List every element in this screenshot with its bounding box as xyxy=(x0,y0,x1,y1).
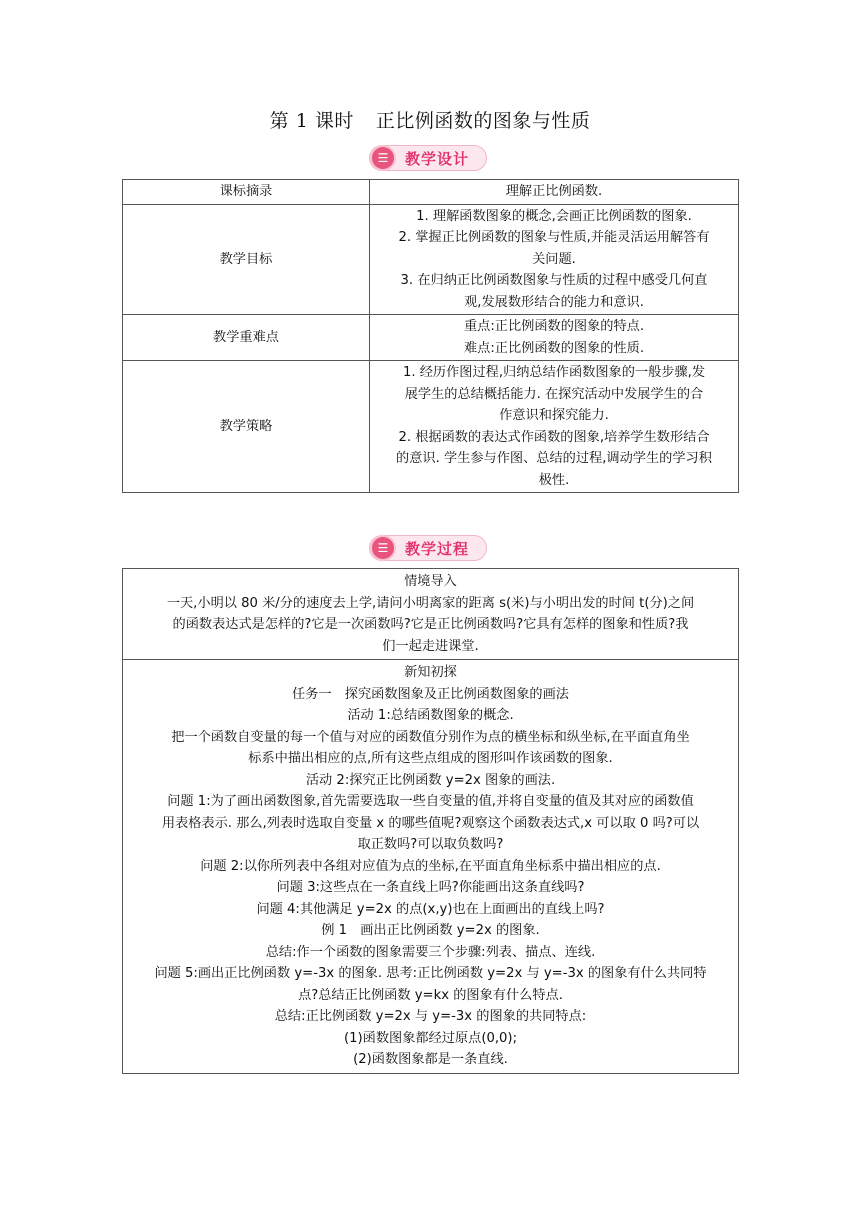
line: (2)函数图象都是一条直线. xyxy=(353,1052,508,1067)
line: 2. 掌握正比例函数的图象与性质,并能灵活运用解答有 xyxy=(398,230,710,245)
line: 展学生的总结概括能力. 在探究活动中发展学生的合 xyxy=(404,386,704,402)
line: (1)函数图象都经过原点(0,0); xyxy=(343,1030,518,1046)
line: 取正数吗?可以取负数吗? xyxy=(357,837,504,852)
line: 理解正比例函数. xyxy=(505,184,603,199)
lesson-topic: 正比例函数的图象与性质 xyxy=(375,110,591,132)
row-value xyxy=(370,180,739,205)
line: 问题 5:画出正比例函数 y=-3x 的图象. 思考:正比例函数 y=2x 与 y=-3x 的图象有什么共同特 xyxy=(154,966,707,981)
line: 用表格表示. 那么,列表时选取自变量 x 的哪些值呢?观察这个函数表达式,x 可以取 0 吗?可以 xyxy=(161,815,700,831)
book-icon: ☰ xyxy=(372,147,394,169)
line: 标系中描出相应的点,所有这些点组成的图形叫作该函数的图象. xyxy=(248,751,613,766)
lesson-title xyxy=(0,106,860,133)
line: 的函数表达式是怎样的?它是一次函数吗?它是正比例函数吗?它具有怎样的图象和性质?我 xyxy=(172,617,689,632)
line: 问题 3:这些点在一条直线上吗?你能画出这条直线吗? xyxy=(276,880,585,895)
table-row xyxy=(123,180,739,205)
row-key: 教学策略 xyxy=(123,361,370,493)
line: 2. 根据函数的表达式作函数的图象,培养学生数形结合 xyxy=(398,429,710,445)
line: 们一起走进课堂. xyxy=(382,638,479,654)
section-heading: 情境导入 xyxy=(404,574,457,589)
line: 难点:正比例函数的图象的性质. xyxy=(463,340,645,356)
line: 活动 1:总结函数图象的概念. xyxy=(347,708,514,723)
row-key: 课标摘录 xyxy=(123,180,370,205)
line: 任务一 探究函数图象及正比例函数图象的画法 xyxy=(292,686,569,702)
line: 总结:作一个函数的图象需要三个步骤:列表、描点、连线. xyxy=(265,944,596,960)
table-row xyxy=(123,315,739,361)
row-value xyxy=(370,204,739,315)
lesson-number: 第 1 课时 xyxy=(269,110,354,132)
line: 的意识. 学生参与作图、总结的过程,调动学生的学习积 xyxy=(396,451,712,466)
line: 关问题. xyxy=(532,251,576,267)
teaching-design-table xyxy=(122,179,739,493)
line: 活动 2:探究正比例函数 y=2x 图象的画法. xyxy=(305,772,556,788)
line: 观,发展数形结合的能力和意识. xyxy=(464,294,644,310)
explore-cell xyxy=(123,660,739,1074)
row-key: 教学重难点 xyxy=(123,315,370,361)
section-heading: 新知初探 xyxy=(404,665,457,680)
table-row xyxy=(123,361,739,493)
line: 一天,小明以 80 米/分的速度去上学,请问小明离家的距离 s(米)与小明出发的时间 t(分)之间 xyxy=(166,595,695,611)
line: 3. 在归纳正比例函数图象与性质的过程中感受几何直 xyxy=(400,273,708,288)
line: 作意识和探究能力. xyxy=(499,408,609,423)
banner-label: 教学设计 xyxy=(404,149,469,168)
table-row xyxy=(123,569,739,660)
book-icon: ☰ xyxy=(372,537,394,559)
line: 1. 经历作图过程,归纳总结作函数图象的一般步骤,发 xyxy=(402,365,706,380)
line: 点?总结正比例函数 y=kx 的图象有什么特点. xyxy=(298,987,563,1003)
line: 问题 4:其他满足 y=2x 的点(x,y)也在上面画出的直线上吗? xyxy=(256,901,605,917)
line: 问题 1:为了画出函数图象,首先需要选取一些自变量的值,并将自变量的值及其对应的函数值 xyxy=(167,794,694,809)
table-row xyxy=(123,204,739,315)
line: 重点:正比例函数的图象的特点. xyxy=(463,319,645,334)
row-value xyxy=(370,315,739,361)
teaching-process-table xyxy=(122,568,739,1074)
line: 问题 2:以你所列表中各组对应值为点的坐标,在平面直角坐标系中描出相应的点. xyxy=(200,858,661,874)
teaching-design-banner xyxy=(369,145,487,171)
intro-cell xyxy=(123,569,739,660)
table-row xyxy=(123,660,739,1074)
line: 1. 理解函数图象的概念,会画正比例函数的图象. xyxy=(416,208,692,224)
row-value xyxy=(370,361,739,493)
row-key: 教学目标 xyxy=(123,204,370,315)
banner-label: 教学过程 xyxy=(404,539,469,558)
line: 例 1 画出正比例函数 y=2x 的图象. xyxy=(321,923,540,938)
line: 总结:正比例函数 y=2x 与 y=-3x 的图象的共同特点: xyxy=(274,1009,587,1024)
line: 把一个函数自变量的每一个值与对应的函数值分别作为点的横坐标和纵坐标,在平面直角坐 xyxy=(171,729,690,745)
line: 极性. xyxy=(538,472,570,488)
teaching-process-banner xyxy=(369,535,487,561)
